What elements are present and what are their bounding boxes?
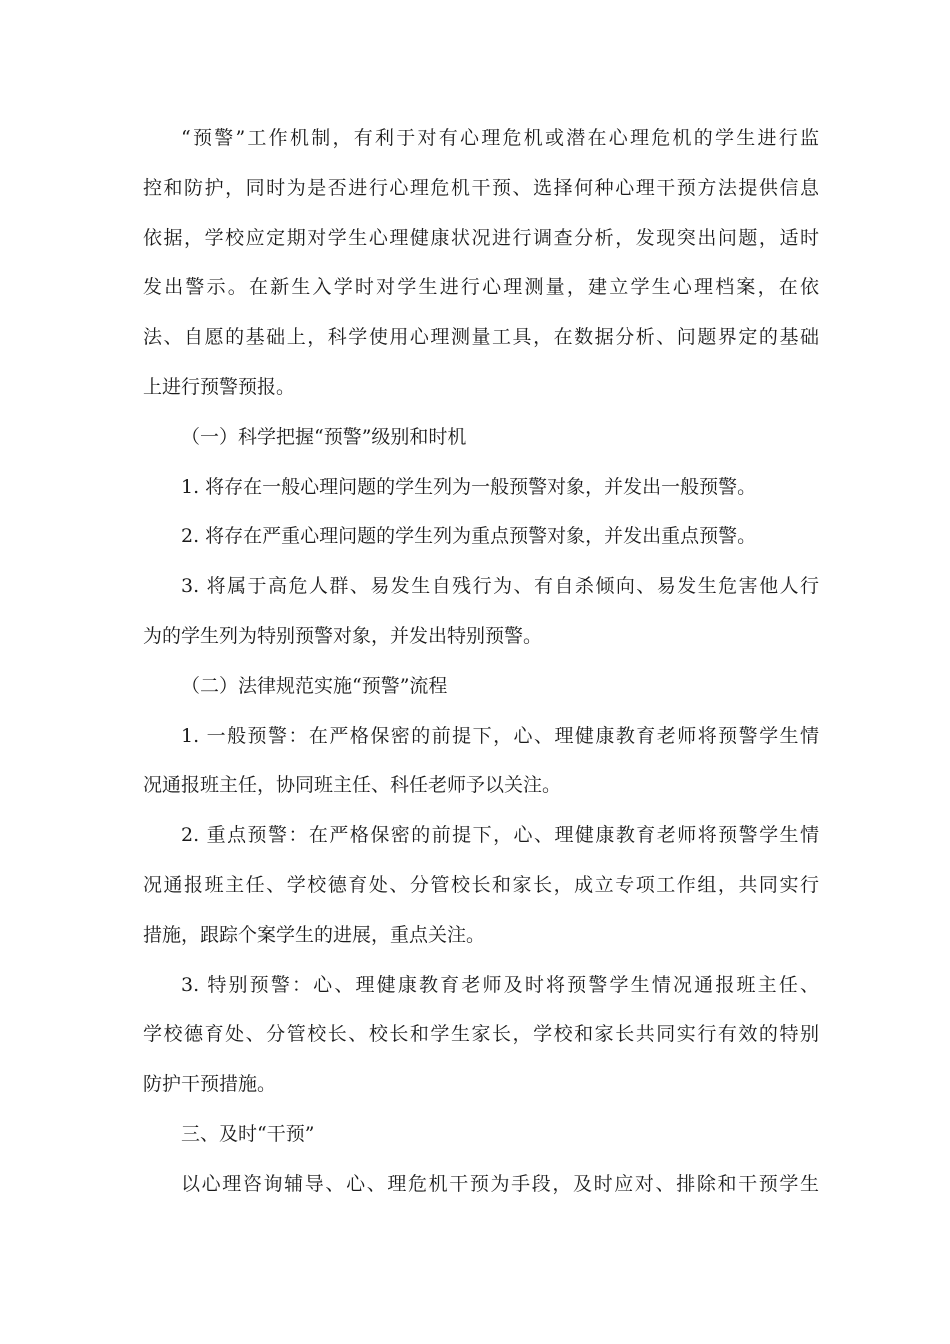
- list-item-special-procedure: [143, 961, 819, 1110]
- text-line: 依据，学校应定期对学生心理健康状况进行调查分析，发现突出问题，适时: [143, 226, 819, 249]
- list-item-key-procedure: [143, 811, 819, 960]
- text-line: 况通报班主任、学校德育处、分管校长和家长，成立专项工作组，共同实行: [143, 873, 819, 896]
- text-line: 控和防护，同时为是否进行心理危机干预、选择何种心理干预方法提供信息: [143, 176, 819, 199]
- paragraph-intro: [143, 114, 819, 413]
- text-line: 1. 一般预警：在严格保密的前提下，心、理健康教育老师将预警学生情: [181, 724, 819, 747]
- text-line: 3. 特别预警：心、理健康教育老师及时将预警学生情况通报班主任、: [181, 973, 819, 996]
- list-item-special-warning: [143, 562, 819, 662]
- section-heading-warning-levels: [143, 413, 819, 463]
- list-item-general-warning: [143, 463, 819, 513]
- text-line: 3. 将属于高危人群、易发生自残行为、有自杀倾向、易发生危害他人行: [181, 575, 819, 598]
- list-item-key-warning: [143, 512, 819, 562]
- paragraph-intervention: [143, 1160, 819, 1210]
- text-line: 上进行预警预报。: [143, 375, 296, 398]
- text-line: 发出警示。在新生入学时对学生进行心理测量，建立学生心理档案，在依: [143, 276, 819, 299]
- text-line: 2. 将存在严重心理问题的学生列为重点预警对象，并发出重点预警。: [181, 525, 757, 548]
- text-line: 1. 将存在一般心理问题的学生列为一般预警对象，并发出一般预警。: [181, 475, 757, 498]
- heading-text: （二）法律规范实施“预警”流程: [181, 674, 448, 697]
- text-line: 以心理咨询辅导、心、理危机干预为手段，及时应对、排除和干预学生: [181, 1172, 819, 1195]
- text-line: 法、自愿的基础上，科学使用心理测量工具，在数据分析、问题界定的基础: [143, 326, 819, 349]
- section-heading-intervention: [143, 1110, 819, 1160]
- text-line: 为的学生列为特别预警对象，并发出特别预警。: [143, 624, 543, 647]
- text-line: 措施，跟踪个案学生的进展，重点关注。: [143, 923, 486, 946]
- text-line: 学校德育处、分管校长、校长和学生家长，学校和家长共同实行有效的特别: [143, 1023, 819, 1046]
- list-item-general-procedure: [143, 712, 819, 812]
- document-body: [143, 114, 819, 1210]
- text-line: “预警”工作机制，有利于对有心理危机或潜在心理危机的学生进行监: [181, 127, 819, 149]
- section-heading-warning-process: [143, 662, 819, 712]
- text-line: 2. 重点预警：在严格保密的前提下，心、理健康教育老师将预警学生情: [181, 824, 819, 847]
- heading-text: 三、及时“干预”: [181, 1122, 315, 1145]
- text-line: 防护干预措施。: [143, 1073, 277, 1096]
- heading-text: （一）科学把握“预警”级别和时机: [181, 425, 467, 448]
- text-line: 况通报班主任，协同班主任、科任老师予以关注。: [143, 774, 562, 797]
